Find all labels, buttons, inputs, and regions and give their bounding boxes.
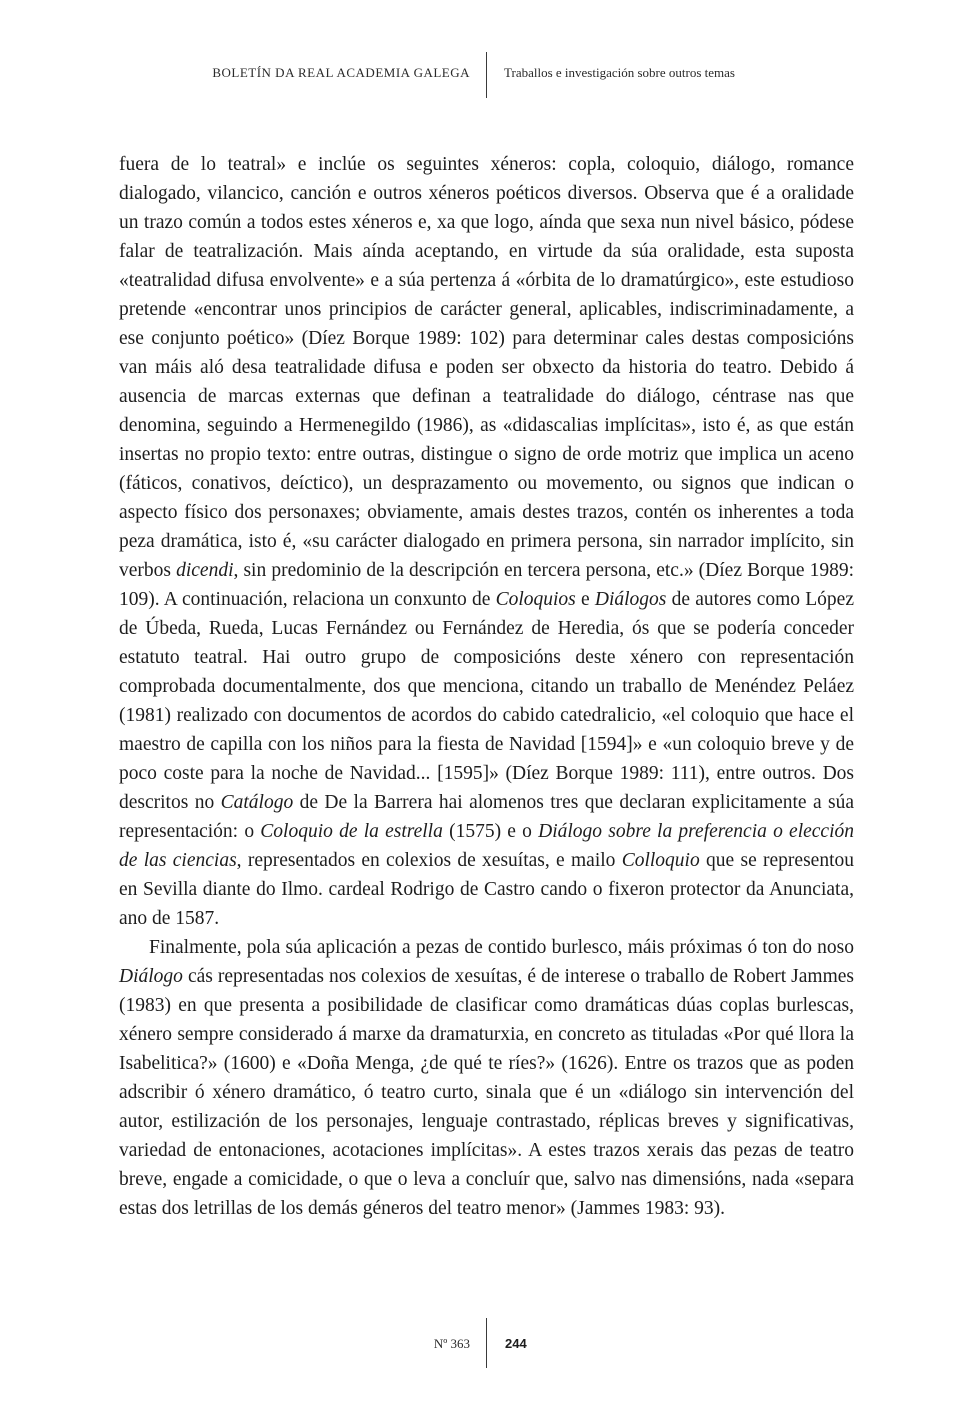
running-header [0,52,975,98]
italic-title: Diálogo sobre la preferencia o elección de las ciencias [119,821,854,871]
text-run: de De la Barrera hai alomenos tres que declaran explicitamente a súa representación: o [119,792,854,842]
text-run: que se representou en Sevilla diante do Ilmo. cardeal Rodrigo de Castro cando o fixeron protector da Anunciata, ano de 1587. [119,850,854,929]
footer-divider [486,1318,487,1368]
text-run: fuera de lo teatral» e inclúe os seguintes xéneros: copla, coloquio, diálogo, romance dialogado, vilancico, canción e outros xéneros poéticos diversos. Observa que é a oralidade un trazo común a todos estes xéneros e, xa que logo, aínda que sexa nun nivel básico, pódese falar de teatralización. Mais aínda aceptando, en virtude da súa oralidade, esta suposta «teatralidad difusa envolvente» e a súa pertenza á «órbita de lo dramatúrgico», este estudioso pretende «encontrar unos principios de carácter general, aplicables, indiscriminadamente, a ese conjunto poético» (Díez Borque 1989: 102) para determinar cales destas composicións van máis aló desa teatralidade difusa e poden ser obxecto da historia do teatro. Debido á ausencia de marcas externas que definan a teatralidade do diálogo, céntrase nas que denomina, seguindo a Hermenegildo (1986), as «didascalias implícitas», isto é, as que están insertas no propio texto: entre outras, distingue o signo de orde motriz que implica un aceno (fáticos, conativos, deíctico), un desprazamento ou movemento, ou signos que indican o aspecto físico dos personaxes; obviamente, amais destes trazos, contén os inherentes a toda peza dramática, isto é, «su carácter dialogado en primera persona, sin narrador implícito, sin verbos [119,154,854,581]
header-divider [486,52,487,98]
text-run: , representados en colexios de xesuítas, e mailo [236,850,622,871]
article-body [119,150,854,1223]
text-run: de autores como López de Úbeda, Rueda, Lucas Fernández ou Fernández de Heredia, ós que se podería conceder estatuto teatral. Hai outro grupo de composicións deste xénero con representación comprobada documentalmente, dos que menciona, citando un traballo de Menéndez Peláez (1981) realizado con documentos de acordos do cabido catedralicio, «el coloquio que hace el maestro de capilla con los niños para la fiesta de Navidad [1594]» e «un coloquio breve y de poco coste para la noche de Navidad... [1595]» (Díez Borque 1989: 111), entre outros. Dos descritos no [119,589,854,813]
page-footer [0,1318,975,1368]
italic-title: Diálogos [594,589,667,610]
body-paragraph-2 [119,933,854,1223]
italic-term: dicendi [176,560,234,581]
section-title: Traballos e investigación sobre outros temas [504,65,735,80]
italic-title: Catálogo [220,792,294,813]
text-run: Finalmente, pola súa aplicación a pezas de contido burlesco, máis próximas ó ton do noso [149,937,854,958]
text-run: (1575) e o [442,821,539,842]
text-run: e [575,589,595,610]
italic-title: Coloquio de la estrella [260,821,443,842]
italic-title: Coloquios [495,589,576,610]
page-number: 244 [505,1336,527,1351]
text-run: , sin predominio de la descripción en tercera persona, etc.» (Díez Borque 1989: 109). A continuación, relaciona un conxunto de [119,560,854,610]
body-paragraph-1 [119,150,854,933]
italic-title: Colloquio [621,850,700,871]
journal-title: BOLETÍN DA REAL ACADEMIA GALEGA [212,65,470,80]
issue-number: Nº 363 [433,1336,470,1351]
italic-title: Diálogo [119,966,183,987]
text-run: cás representadas nos colexios de xesuítas, é de interese o traballo de Robert Jammes (1983) en que presenta a posibilidade de clasificar como dramáticas dúas coplas burlescas, xénero sempre considerado á marxe da dramaturxia, en concreto as tituladas «Por qué llora la Isabelitica?» (1600) e «Doña Menga, ¿de qué te ríes?» (1626). Entre os trazos que as poden adscribir ó xénero dramático, ó teatro curto, sinala que é un «diálogo sin intervención del autor, estilización de los personajes, lenguaje contrastado, réplicas breves y significativas, variedad de entonaciones, acotaciones implícitas». A estes trazos xerais das pezas de teatro breve, engade a comicidade, o que o leva a concluír que, salvo nas dimensións, nada «separa estas dos letrillas de los demás géneros del teatro menor» (Jammes 1983: 93). [119,966,854,1219]
